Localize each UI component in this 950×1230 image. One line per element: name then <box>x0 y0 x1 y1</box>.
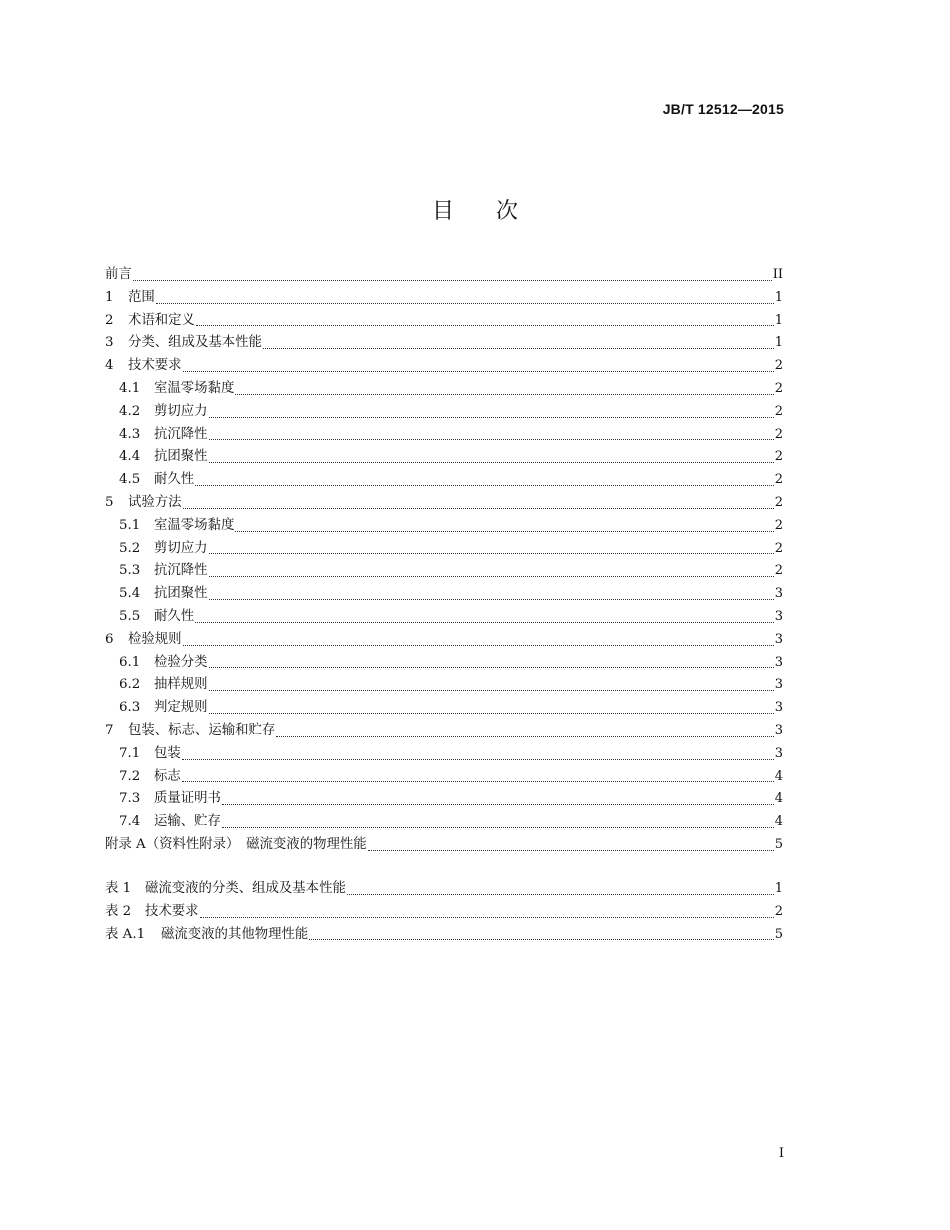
toc-entry-page: II <box>772 267 783 282</box>
toc-entry-label: 耐久性 <box>154 608 195 624</box>
toc-entry-label: 技术要求 <box>128 358 182 374</box>
toc-entry-label: 剪切应力 <box>154 540 208 556</box>
toc-entry-label: 包装、标志、运输和贮存 <box>128 722 276 738</box>
dot-leader <box>209 689 774 691</box>
list-of-tables <box>105 878 783 946</box>
toc-entry[interactable] <box>105 355 783 378</box>
toc-entry-number: 6.1 <box>119 654 141 670</box>
toc-entry-page: 1 <box>774 289 783 305</box>
toc-entry-page: 2 <box>774 449 783 465</box>
toc-entry[interactable] <box>105 446 783 469</box>
toc-entry-page: 2 <box>774 494 783 510</box>
dot-leader <box>209 461 774 463</box>
toc-entry[interactable] <box>105 720 783 743</box>
dot-leader <box>309 938 773 940</box>
toc-entry-number: 4.5 <box>119 472 141 488</box>
toc-entry-label: 运输、贮存 <box>154 814 221 830</box>
toc-entry[interactable] <box>105 287 783 310</box>
dot-leader <box>196 324 774 326</box>
title-char-2: 次 <box>496 199 519 224</box>
dot-leader <box>209 598 774 600</box>
dot-leader <box>209 575 774 577</box>
toc-entry-label: 抗团聚性 <box>154 586 208 602</box>
toc-entry-page: 2 <box>774 426 783 442</box>
toc-entry-label: 试验方法 <box>128 494 182 510</box>
toc-entry-number: 6.2 <box>119 677 141 693</box>
dot-leader <box>222 803 774 805</box>
toc-entry-number: 6 <box>105 631 114 647</box>
toc-entry[interactable] <box>105 492 783 515</box>
toc-entry-page: 4 <box>774 814 783 830</box>
toc-entry-number: 4.2 <box>119 403 141 419</box>
toc-entry-number: 7.2 <box>119 768 141 784</box>
dot-leader <box>183 370 774 372</box>
toc-entry-number: 4.4 <box>119 449 141 465</box>
toc-entry-page: 1 <box>774 881 783 896</box>
toc-entry-number: 1 <box>105 289 114 305</box>
toc-entry-number: 7.4 <box>119 814 141 830</box>
toc-entry-page: 4 <box>774 791 783 807</box>
toc-entry[interactable] <box>105 378 783 401</box>
toc-entry[interactable] <box>105 401 783 424</box>
toc-entry-label: 包装 <box>154 745 181 761</box>
toc-entry[interactable] <box>105 629 783 652</box>
dot-leader <box>368 849 774 851</box>
toc-entry[interactable] <box>105 424 783 447</box>
dot-leader <box>209 712 774 714</box>
toc-entry[interactable] <box>105 674 783 697</box>
toc-entry-number: 6.3 <box>119 700 141 716</box>
toc-entry-number: 3 <box>105 335 114 351</box>
dot-leader <box>235 530 773 532</box>
dot-leader <box>347 893 774 895</box>
toc-entry-label: 检验规则 <box>128 631 182 647</box>
toc-entry-label: 判定规则 <box>154 700 208 716</box>
toc-entry-label: 分类、组成及基本性能 <box>128 335 262 351</box>
toc-entry-number: 7 <box>105 722 114 738</box>
toc-entry[interactable] <box>105 901 783 924</box>
toc-entry-label: 范围 <box>128 289 155 305</box>
toc-entry-page: 2 <box>774 540 783 556</box>
toc-entry[interactable] <box>105 606 783 629</box>
toc-entry-label: 抗团聚性 <box>154 449 208 465</box>
toc-entry-label: 室温零场黏度 <box>154 517 235 533</box>
toc-entry-page: 2 <box>774 563 783 579</box>
toc-entry-page: 3 <box>774 654 783 670</box>
toc-entry[interactable] <box>105 834 783 857</box>
toc-entry-number: 4.1 <box>119 380 141 396</box>
toc-entry[interactable] <box>105 697 783 720</box>
toc-entry-page: 3 <box>774 677 783 693</box>
dot-leader <box>183 644 774 646</box>
toc-entry[interactable] <box>105 743 783 766</box>
toc-entry-page: 5 <box>774 926 783 942</box>
toc-entry-label: 技术要求 <box>145 903 199 919</box>
toc-entry[interactable] <box>105 652 783 675</box>
toc-entry-label: 术语和定义 <box>128 312 195 328</box>
toc-entry-page: 2 <box>774 380 783 396</box>
toc-entry-page: 1 <box>774 312 783 328</box>
dot-leader <box>183 507 774 509</box>
dot-leader <box>133 279 772 281</box>
toc-entry-number: 5.4 <box>119 586 141 602</box>
toc-entry-number: 7.3 <box>119 791 141 807</box>
toc-entry-label: 磁流变液的分类、组成及基本性能 <box>145 881 346 896</box>
toc-entry[interactable] <box>105 583 783 606</box>
dot-leader <box>195 484 774 486</box>
toc-entry-label: 磁流变液的其他物理性能 <box>161 926 309 942</box>
toc-entry-page: 3 <box>774 631 783 647</box>
toc-entry-label: 抗沉降性 <box>154 563 208 579</box>
toc-entry-label: 标志 <box>154 768 181 784</box>
toc-entry-page: 3 <box>774 586 783 602</box>
dot-leader <box>209 416 774 418</box>
standard-code: JB/T 12512—2015 <box>662 101 784 117</box>
toc-entry-number: 表 2 <box>105 903 132 919</box>
toc-entry-page: 4 <box>774 768 783 784</box>
toc-entry-number: 5 <box>105 494 114 510</box>
toc-entry-label: 前言 <box>105 267 132 282</box>
toc-entry[interactable] <box>105 515 783 538</box>
dot-leader <box>276 735 773 737</box>
toc-entry-number: 2 <box>105 312 114 328</box>
toc-entry-label: 剪切应力 <box>154 403 208 419</box>
toc-entry-label: 抽样规则 <box>154 677 208 693</box>
dot-leader <box>235 393 773 395</box>
toc-entry[interactable] <box>105 788 783 811</box>
toc-entry[interactable] <box>105 538 783 561</box>
toc-entry-page: 2 <box>774 517 783 533</box>
toc-entry-page: 2 <box>774 903 783 919</box>
toc-entry[interactable] <box>105 469 783 492</box>
toc-entry[interactable] <box>105 332 783 355</box>
footer-page-number: I <box>778 1146 784 1161</box>
toc-entry-number: 4 <box>105 358 114 374</box>
dot-leader <box>222 826 774 828</box>
toc-entry-number: 表 1 <box>105 881 132 896</box>
toc-entry-label: 质量证明书 <box>154 791 221 807</box>
dot-leader <box>209 552 774 554</box>
toc-entry[interactable] <box>105 310 783 333</box>
toc-entry-number: 表 A.1 <box>105 926 146 942</box>
toc-entry-number: 5.3 <box>119 563 141 579</box>
toc-entry[interactable] <box>105 924 783 947</box>
page-title <box>0 194 950 225</box>
toc-entry-page: 3 <box>774 722 783 738</box>
toc-entry-page: 5 <box>774 836 783 852</box>
toc-entry-page: 2 <box>774 472 783 488</box>
dot-leader <box>156 302 774 304</box>
toc-entry-number: 7.1 <box>119 745 141 761</box>
toc-entry-page: 3 <box>774 608 783 624</box>
toc-entry-label: 室温零场黏度 <box>154 380 235 396</box>
toc-entry-number: 5.1 <box>119 517 141 533</box>
title-char-1: 目 <box>431 199 454 224</box>
dot-leader <box>209 666 774 668</box>
dot-leader <box>200 916 774 918</box>
dot-leader <box>263 347 774 349</box>
toc-entry-page: 3 <box>774 700 783 716</box>
toc-entry[interactable] <box>105 811 783 834</box>
dot-leader <box>209 438 774 440</box>
toc-entry-label: 抗沉降性 <box>154 426 208 442</box>
toc-entry-label: 附录 A（资料性附录） 磁流变液的物理性能 <box>105 836 367 852</box>
toc-entry-page: 2 <box>774 403 783 419</box>
table-of-contents <box>105 264 783 857</box>
toc-entry-label: 耐久性 <box>154 472 195 488</box>
toc-entry[interactable] <box>105 560 783 583</box>
toc-entry[interactable] <box>105 878 783 901</box>
dot-leader <box>195 621 774 623</box>
toc-entry[interactable] <box>105 766 783 789</box>
toc-entry-number: 5.5 <box>119 608 141 624</box>
toc-entry-page: 2 <box>774 358 783 374</box>
toc-entry-number: 4.3 <box>119 426 141 442</box>
toc-entry-number: 5.2 <box>119 540 141 556</box>
dot-leader <box>182 758 774 760</box>
toc-entry-page: 3 <box>774 745 783 761</box>
toc-entry-page: 1 <box>774 335 783 351</box>
dot-leader <box>182 780 774 782</box>
toc-entry[interactable] <box>105 264 783 287</box>
toc-entry-label: 检验分类 <box>154 654 208 670</box>
